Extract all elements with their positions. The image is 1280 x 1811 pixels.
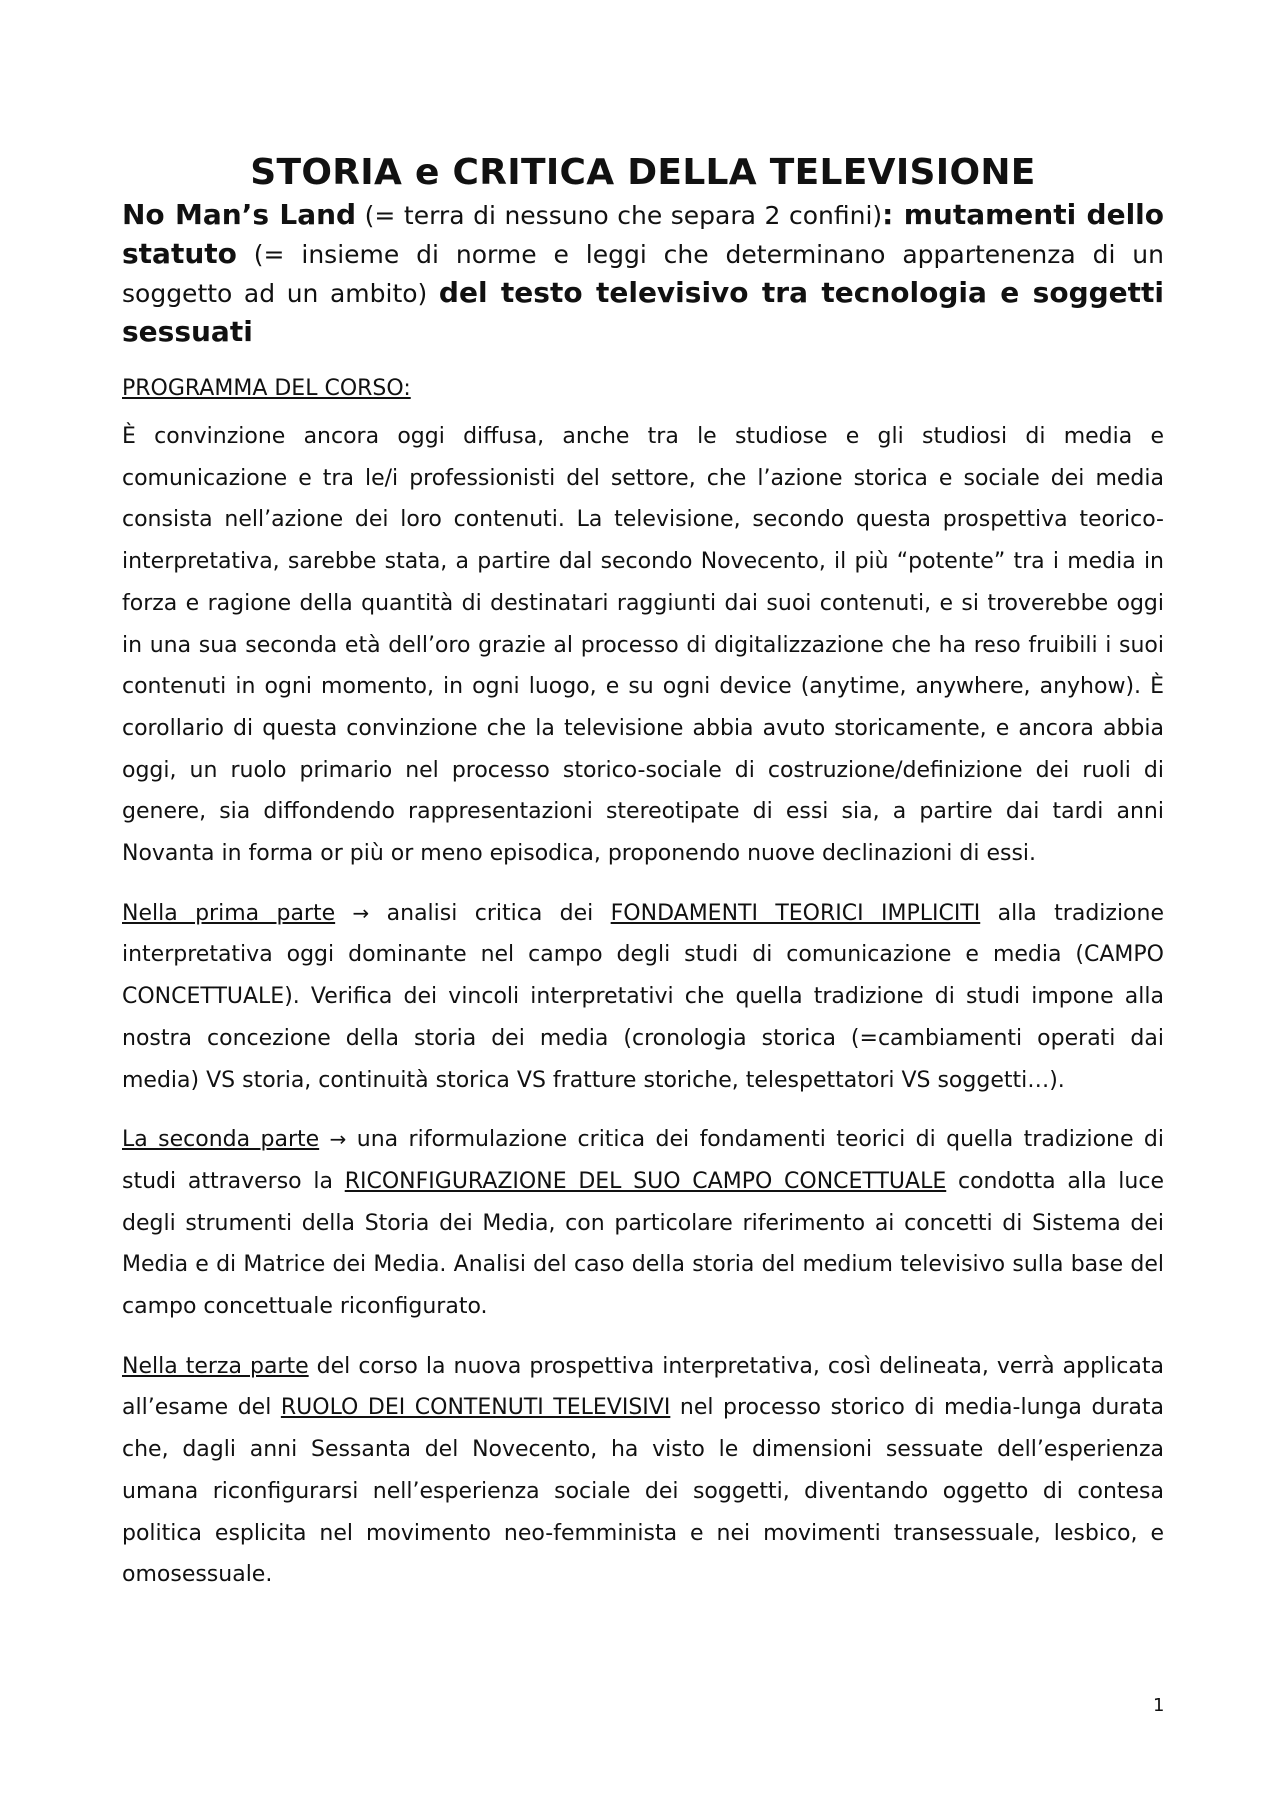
paragraph-text: condotta alla luce degli strumenti della Storia dei Media, con particolare riferimento ai concetti di Sistema dei Media e di Matrice dei Media. Analisi del caso della storia del medium televisivo sulla base del campo concettuale riconfigurato. <box>122 1168 1164 1320</box>
paragraph-third-part <box>122 1346 1164 1596</box>
document-page <box>122 150 1164 1614</box>
paragraph-text: alla tradizione interpretativa oggi dominante nel campo degli studi di comunicazione e media (CAMPO CONCETTUALE). Verifica dei vincoli interpretativi che quella tradizione di studi impone alla nostra concezione della storia dei media (cronologia storica (=cambiamenti operati dai media) VS storia, continuità storica VS fratture storiche, telespettatori VS soggetti…). <box>122 900 1164 1093</box>
part-label: Nella prima parte <box>122 900 336 926</box>
subtitle-end: del testo televisivo tra tecnologia e soggetti sessuati <box>122 276 1165 348</box>
document-title: STORIA e CRITICA DELLA TELEVISIONE <box>250 152 1036 193</box>
key-concept: FONDAMENTI TEORICI IMPLICITI <box>610 900 981 926</box>
paragraph-text: analisi critica dei <box>369 900 611 926</box>
key-concept: RICONFIGURAZIONE DEL SUO CAMPO CONCETTUALE <box>344 1168 947 1194</box>
arrow-right-icon: → <box>329 1127 347 1152</box>
key-concept: RUOLO DEI CONTENUTI TELEVISIVI <box>280 1395 671 1421</box>
subtitle-gloss-1: (= terra di nessuno che separa 2 confini) <box>356 201 883 230</box>
paragraph-first-part <box>122 893 1164 1102</box>
subtitle-term: No Man’s Land <box>122 198 357 231</box>
arrow-right-icon: → <box>352 900 370 925</box>
paragraph-second-part <box>122 1119 1164 1328</box>
page-number: 1 <box>1153 1695 1165 1716</box>
paragraph-text: una riformulazione critica dei fondamenti teorici di quella tradizione di studi attraverso la <box>122 1127 1164 1194</box>
part-label: Nella terza parte <box>122 1353 309 1379</box>
subtitle-main: : mutamenti dello statuto <box>122 198 1164 270</box>
paragraph-text: del corso la nuova prospettiva interpretativa, così delineata, verrà applicata all’esame del <box>122 1353 1164 1421</box>
document-subtitle <box>122 196 1164 352</box>
paragraph-text: nel processo storico di media-lunga durata che, dagli anni Sessanta del Novecento, ha visto le dimensioni sessuate dell’esperienza umana riconfigurarsi nell’esperienza sociale dei soggetti, diventando oggetto di contesa politica esplicita nel movimento neo-femminista e nei movimenti transessuale, lesbico, e omosessuale. <box>122 1395 1164 1588</box>
part-label: La seconda parte <box>122 1127 320 1153</box>
subtitle-gloss-2: (= insieme di norme e leggi che determinano appartenenza di un soggetto ad un ambito) <box>122 240 1164 308</box>
paragraph-intro: È convinzione ancora oggi diffusa, anche tra le studiose e gli studiosi di media e comunicazione e tra le/i professionisti del settore, che l’azione storica e sociale dei media consista nell’azione dei loro contenuti. La televisione, secondo questa prospettiva teorico-interpretativa, sarebbe stata, a partire dal secondo Novecento, il più “potente” tra i media in forza e ragione della quantità di destinatari raggiunti dai suoi contenuti, e si troverebbe oggi in una sua seconda età dell’oro grazie al processo di digitalizzazione che ha reso fruibili i suoi contenuti in ogni momento, in ogni luogo, e su ogni device (anytime, anywhere, anyhow). È corollario di questa convinzione che la televisione abbia avuto storicamente, e ancora abbia oggi, un ruolo primario nel processo storico-sociale di costruzione/definizione dei ruoli di genere, sia diffondendo rappresentazioni stereotipate di essi sia, a partire dai tardi anni Novanta in forma or più or meno episodica, proponendo nuove declinazioni di essi. <box>122 424 1164 867</box>
section-heading: PROGRAMMA DEL CORSO: <box>122 376 411 401</box>
